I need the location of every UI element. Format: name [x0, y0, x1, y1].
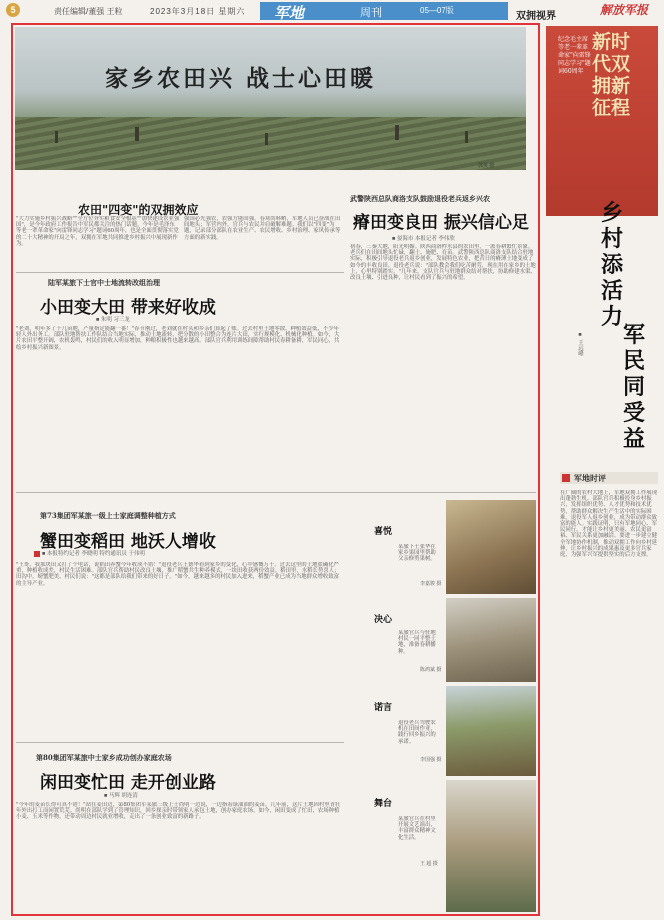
photo-1-image	[446, 500, 536, 594]
banner-main: 军地	[274, 5, 305, 22]
photo-3-image	[446, 686, 536, 776]
story-a-title: 瘠田变良田 振兴信心足	[353, 213, 529, 233]
story-b-title: 小田变大田 带来好收成	[40, 298, 216, 318]
hero-photo-credit: 郭英 摄	[478, 163, 495, 169]
story-c-kicker: 第73集团军某旅一级上士家庭调整种植方式	[40, 511, 176, 520]
photo-1-label: 喜悦	[374, 527, 393, 537]
story-d-text: "今年的麦苗长得可真不错！"站在麦田边，第80集团军某旅三级上士尚明一边说，一边指着绿油油的麦苗。几年前，这片土地因村里青壮年外出打工而闲置荒芜。尚明在部队学到了管理知识，回乡探亲时带领家人承包土地，创办家庭农场。如今，闲田变成了忙田，农场种植小麦、玉米等作物，还带动周边村民就业增收，走出了一条创业致富的新路子。	[16, 802, 341, 821]
sidebar-subtitle: 纪念毛主席等老一辈革命家"向雷锋同志学习"题词60周年	[558, 36, 591, 75]
story-b-byline: ■ 朱明 习三龙	[96, 317, 130, 323]
page-header	[0, 0, 664, 22]
issue-date: 2023年3月18日 星期六	[150, 7, 246, 16]
commentary-title-2: 军民同受益	[622, 322, 645, 452]
story-c-text: "王哥，我那块田又打了个电话，说稻田养蟹今年收成不错！"退役老兵王德华看到家乡的变化，心中感慨万千。过去这里的土地盐碱化严重，种植收成差，村民生活困难。部队官兵帮助村民改良土壤，推广稻蟹共生种养模式，一块田收获两份效益。稻田里，水稻长势喜人；田沟中，螃蟹肥美。村民们说："这都是部队给我们带来的好日子。"如今，越来越多的村民加入进来，稻蟹产业已成为当地群众增收致富的主导产业。	[16, 562, 340, 587]
photo-4-credit: 王 超 摄	[420, 861, 438, 867]
commentary-text: 在广阔的农村大地上，军地双拥工作展现出蓬勃生机。部队官兵积极投身乡村振兴，发挥组织优势、人才优势和技术优势，帮助群众解决生产生活中的实际困难。退役军人返乡创业，成为带动群众致富的能人。实践证明，只有军地同心、军民同行，才能让乡村更美丽、农民更富裕、军民关系更加融洽。要进一步建立健全军地协作机制，推动双拥工作向乡村延伸，让乡村振兴的成果惠及更多官兵家庭，为强军兴军提供坚实的后方支撑。	[560, 490, 658, 559]
editors: 责任编辑/董强 王粒	[54, 7, 123, 16]
section-title: 双拥视界	[516, 11, 556, 22]
photo-1-caption: 某旅下士张华在家乡果园里帮助父亲修剪果树。	[398, 544, 436, 563]
story-a-text: 初春，三秦大地，阳光明媚。陕西商洛柞水县的农田里，一派春耕繁忙景象。老兵们在田间地头忙碌，翻土、施肥、育苗。武警陕西总队商洛支队结合驻地实际，积极引导退役老兵返乡创业，发展特色农业，把昔日的瘠薄土地变成了如今的丰收良田。退役老兵说："部队教会我们吃苦耐劳，现在用在家乡的土地上，心里特别踏实。"几年来，支队官兵与驻地群众结对帮扶，协助修建水渠、改良土壤、引进良种，让村民看到了振兴的希望。	[350, 244, 536, 282]
sidebar-art-title: 新时代双拥新征程	[592, 31, 631, 119]
photo-4-image	[446, 780, 536, 912]
photo-4-caption: 某旅官兵在村里开展文艺演出，丰富群众精神文化生活。	[398, 816, 436, 841]
supplement-banner	[260, 2, 508, 20]
commentary-title-1: 乡村添活力	[600, 200, 623, 330]
photo-2-image	[446, 598, 536, 682]
hero-title: 家乡农田兴 战士心田暖	[105, 65, 377, 92]
story-a-byline: ■ 晏海市 本报记者 李伟欣	[392, 236, 455, 242]
story-b-kicker: 陆军某旅下士官中士地流转改组治理	[48, 278, 160, 287]
commentary-column-label: 军地时评	[574, 473, 606, 483]
story-c-title: 蟹田变稻田 地沃人增收	[40, 532, 216, 552]
photo-3-label: 诺言	[374, 703, 393, 713]
byline-marker-icon	[34, 551, 40, 557]
story-c-byline: ■ 本报特约记者 李晓明 特约通讯员 于伟明	[34, 549, 145, 557]
story-d-byline: ■ 马辉 胡连清	[104, 793, 138, 799]
photo-2-credit: 陈鸿斌 摄	[420, 667, 442, 673]
story-a-kicker: 武警陕西总队商洛支队鼓励退役老兵返乡兴农	[350, 194, 490, 203]
photo-2-label: 决心	[374, 615, 393, 625]
banner-pages: 05—07版	[420, 6, 454, 15]
page-number: 5	[6, 3, 20, 17]
story-d-title: 闲田变忙田 走开创业路	[40, 773, 216, 793]
photo-4-label: 舞台	[374, 799, 393, 809]
hero-photo	[15, 27, 526, 170]
lead-title: 农田"四变"的双拥效应	[78, 203, 199, 217]
story-d-kicker: 第80集团军某旅中士家乡成功创办家庭农场	[36, 753, 172, 762]
newspaper-logo: 解放军报	[600, 3, 649, 17]
column-marker-icon	[562, 474, 570, 482]
story-b-text: "老刘，明年多了十几亩地，产量指定能翻一番！"春节刚过，老刘就在村头和乡亲们算起了账。过去村里土地零散，种植效益低，不少年轻人外出务工。部队驻地帮扶工作队结合当地实际，推动土地流转，把分散的小田整合为连片大田，实行规模化、机械化种植。如今，大片农田平整开阔，农机轰鸣，村民们的收入明显增加，种粮积极性也越来越高。部队官兵利用训练间隙帮助村民春耕备耕，军民同心，共绘乡村振兴新图景。	[16, 326, 340, 351]
lead-col-2: 强国必先强农，农强方能国强。春寒尚料峭，军地人员已奋战在田间地头；军营内外，官兵与农民并肩破解难题。我们以"四变"为题，记录部分部队在农业生产、农民增收、乡村治理、家风传承等方面的新实践。	[184, 216, 341, 241]
lead-col-1: "大力实施乡村振兴战略""全方位夯实粮食安全根基""加快建设农业强国"，是今年政府工作报告中军民都关注的热门话题。今年是毛泽东等老一辈革命家"向雷锋同志学习"题词60周年，也是全面贯彻落实党的二十大精神的开局之年，双拥在军地共同推进乡村振兴中展现新作为。	[16, 216, 180, 247]
commentary-column-bar	[560, 472, 658, 484]
commentary-author: ■ 王远峰	[577, 332, 583, 357]
photo-2-caption: 某旅官兵与驻地村民一同平整土地，准备春耕播种。	[398, 630, 436, 655]
photo-3-credit: 李国强 摄	[420, 757, 442, 763]
photo-3-caption: 退役老兵驾驶农机在田间作业，践行回乡振兴的承诺。	[398, 720, 436, 745]
photo-1-credit: 李嘉骏 摄	[420, 581, 442, 587]
banner-sub: 周刊	[360, 7, 382, 19]
